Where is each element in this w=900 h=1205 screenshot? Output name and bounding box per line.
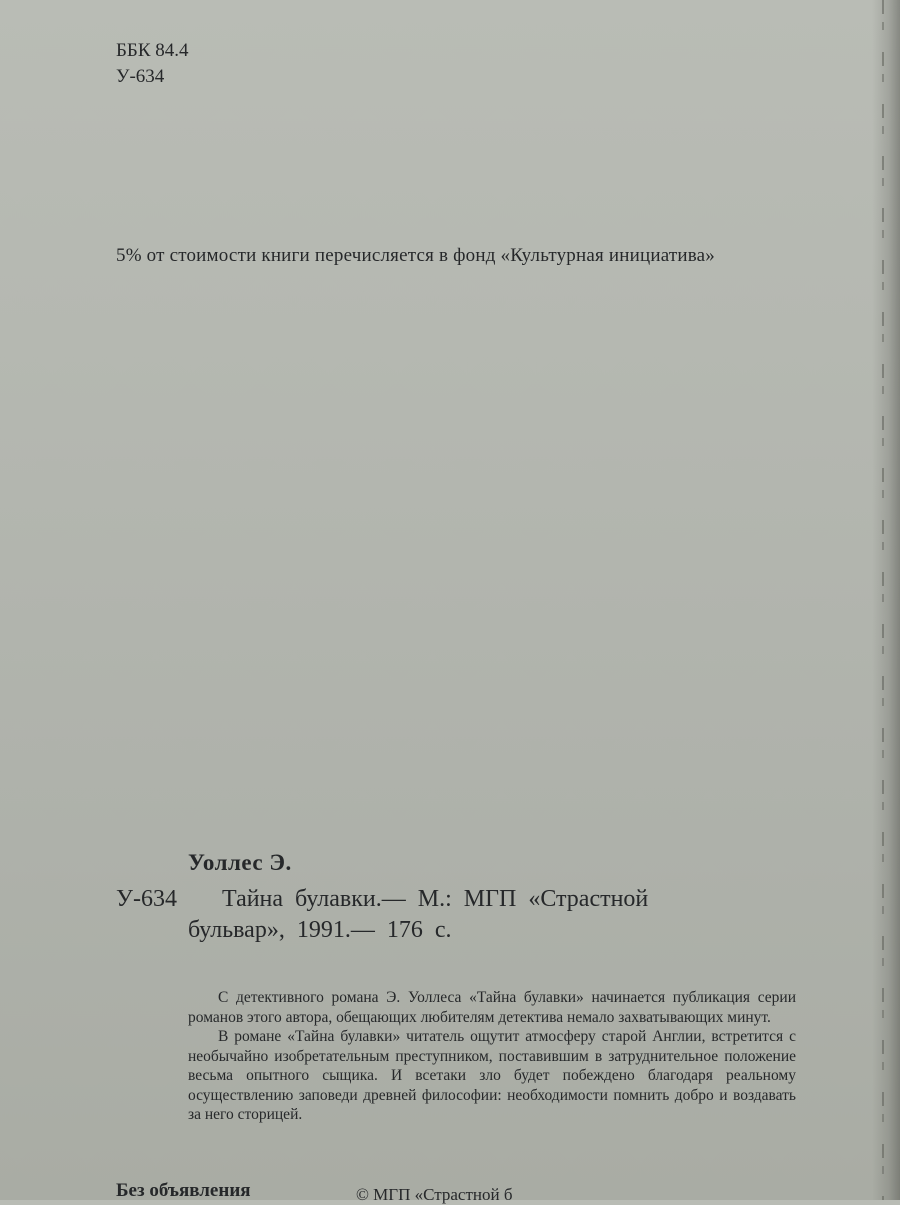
- catalog-code: У-634: [116, 886, 177, 912]
- catalog-line-2: бульвар», 1991.— 176 с.: [188, 917, 452, 943]
- author-sign: У-634: [116, 66, 165, 87]
- copyright-line: © МГП «Страстной б: [356, 1185, 513, 1204]
- catalog-line-1: [116, 884, 806, 915]
- catalog-author: Уоллес Э.: [188, 850, 292, 875]
- page-edge-shadow: [872, 0, 900, 1200]
- book-abstract: [188, 988, 796, 1125]
- fund-note: 5% от стоимости книги перечисляется в фонд «Культурная инициатива»: [116, 245, 715, 266]
- abstract-paragraph-1: С детективного романа Э. Уоллеса «Тайна булавки» начинается публикация серии романов этого автора, обещающих любителям детектива немало захватывающих минут.: [188, 989, 796, 1026]
- no-advert-label: Без объявления: [116, 1180, 251, 1201]
- catalog-entry: [116, 884, 806, 946]
- abstract-paragraph-2: В романе «Тайна булавки» читатель ощутит атмосферу старой Англии, встретится с необычайно изобретательным преступником, поставившим в затруднительное положение весьма опытного сыщика. И всетаки зло будет побеждено благодаря реальному осуществлению заповеди древней философии: необходимости помнить добро и воздавать за него сторицей.: [188, 1028, 796, 1123]
- bbk-block: [116, 38, 189, 90]
- bbk-index: ББК 84.4: [116, 40, 189, 61]
- page-edge-binding: [882, 0, 884, 1200]
- catalog-title: Тайна булавки.— М.: МГП «Страстной: [222, 886, 649, 912]
